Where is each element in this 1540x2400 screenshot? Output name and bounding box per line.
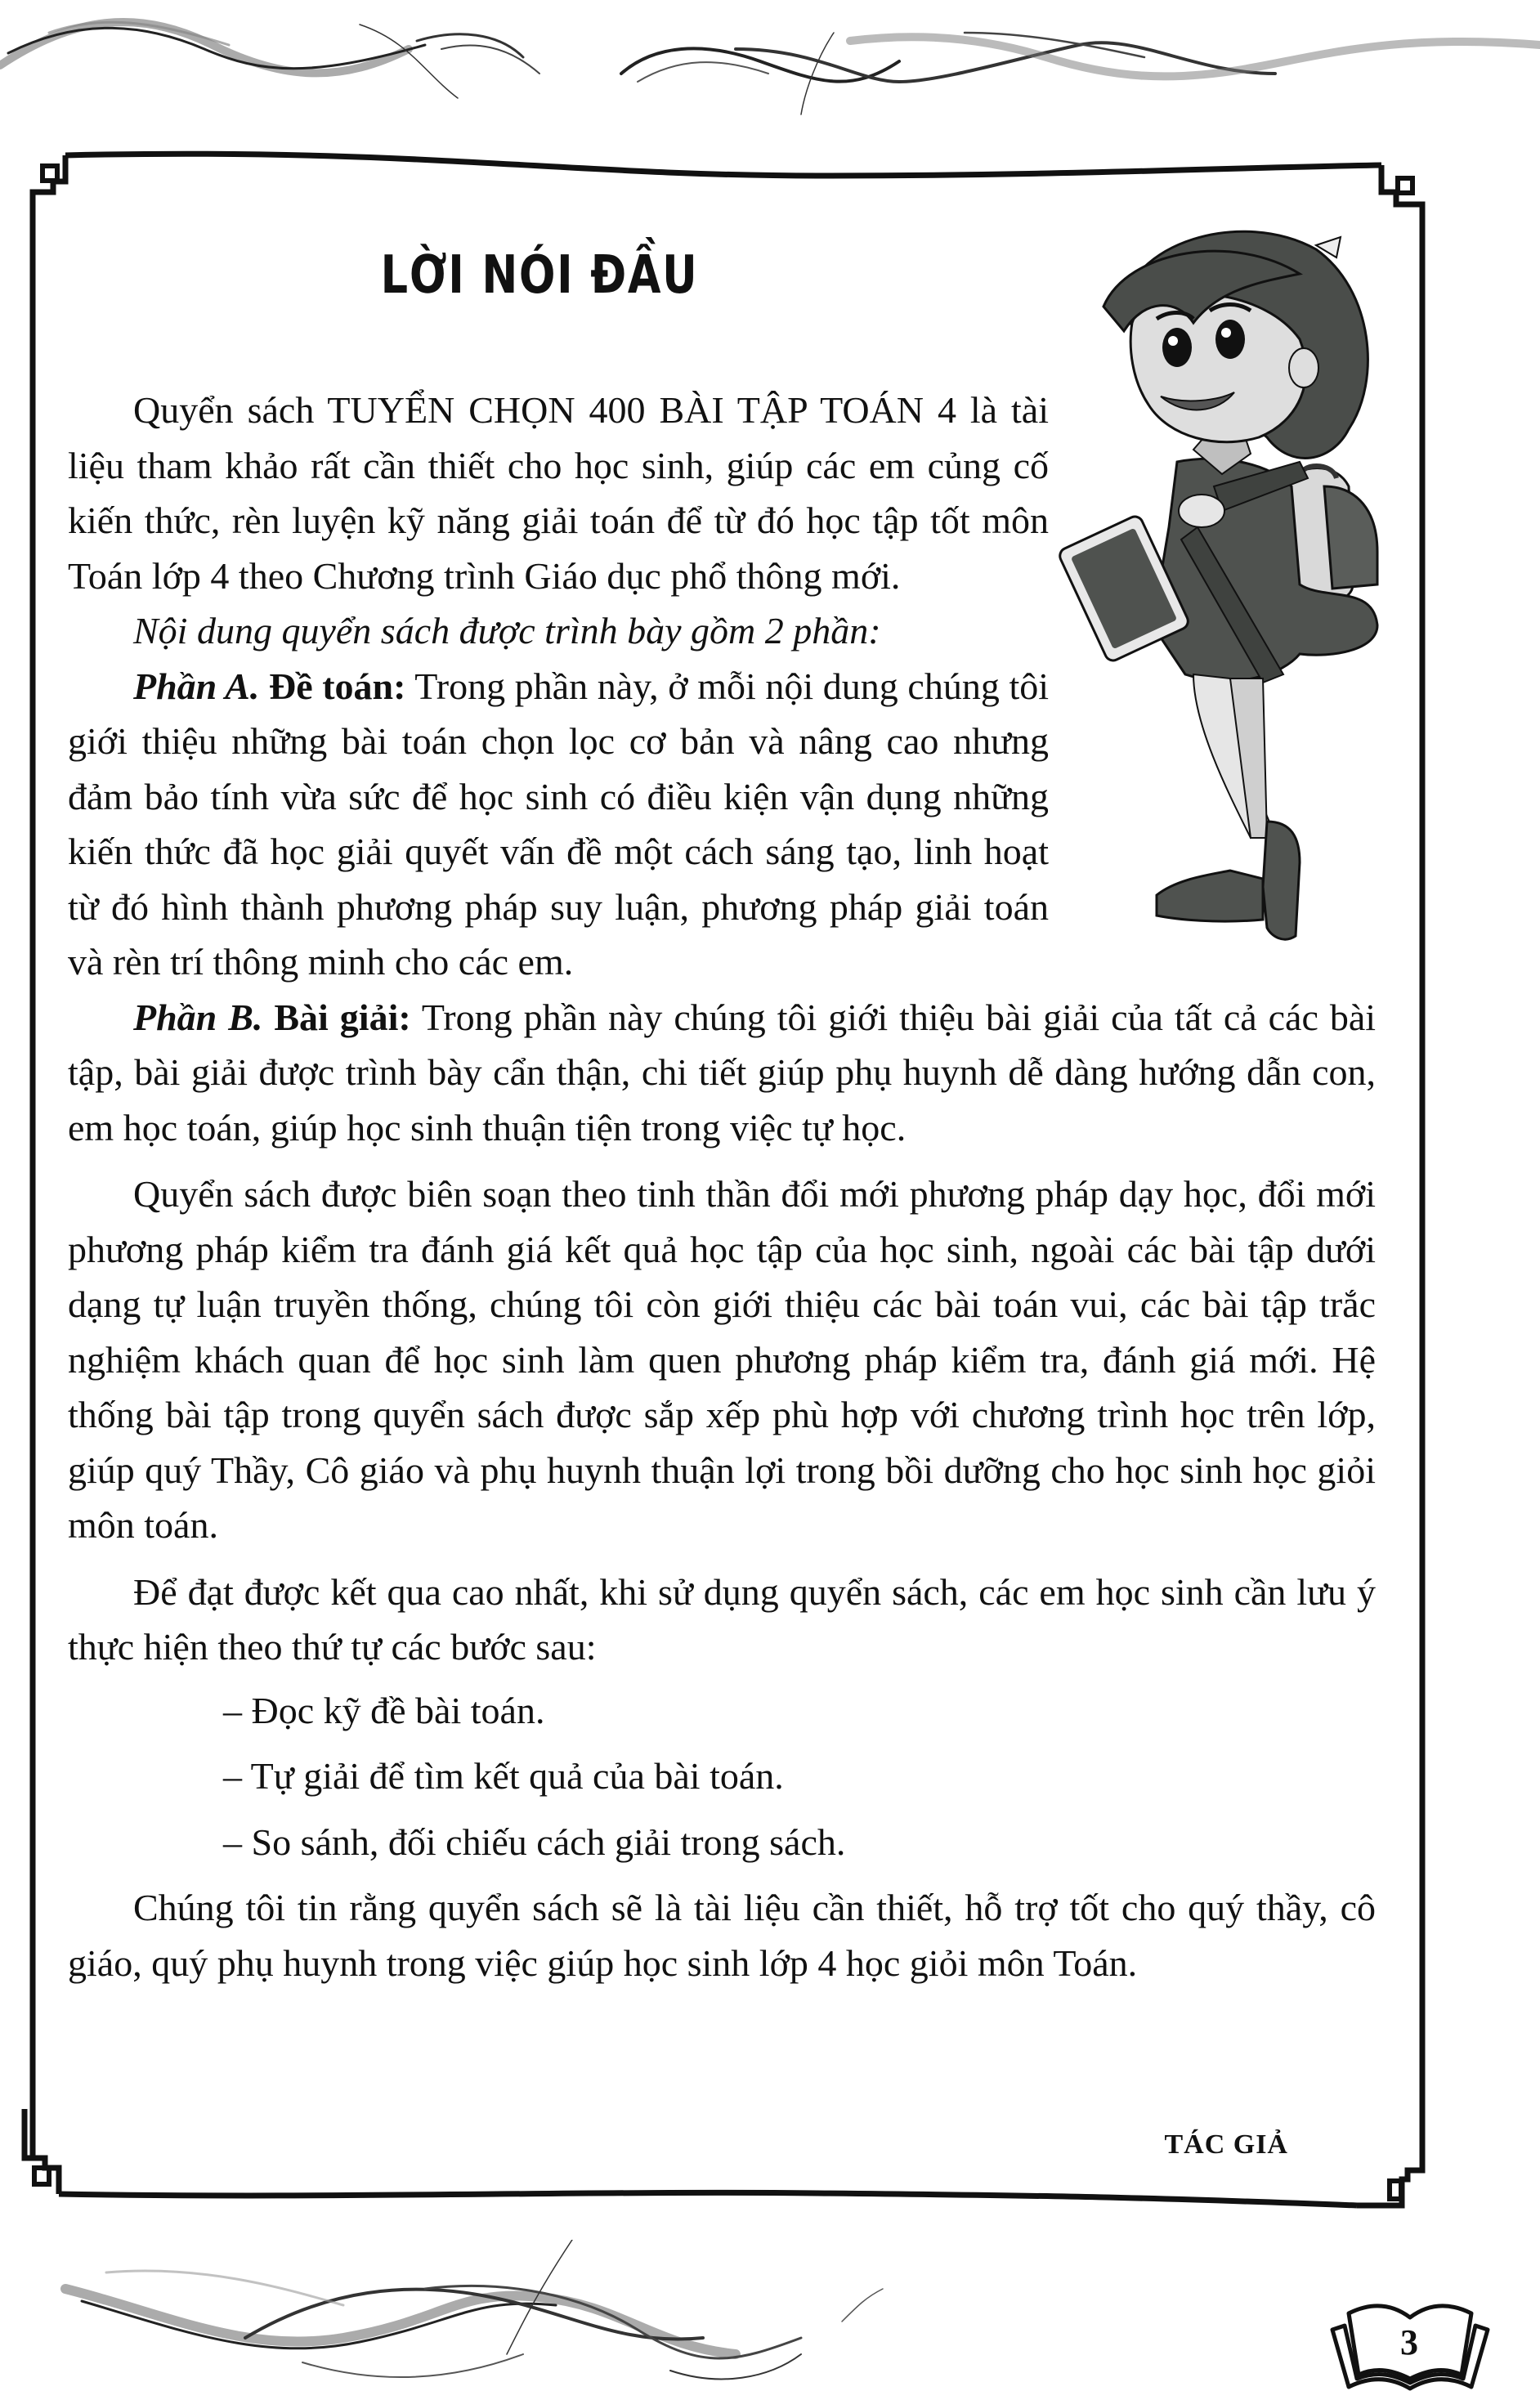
closing-paragraph: Chúng tôi tin rằng quyển sách sẽ là tài liệu cần thiết, hỗ trợ tốt cho quý thầy, cô giáo, quý phụ huynh trong việc giúp học sinh lớp 4 học giỏi môn Toán.: [68, 1887, 1376, 1984]
page-number: 3: [1400, 2322, 1418, 2362]
steps-list: [68, 1683, 1376, 1870]
part-a-title: Đề toán:: [268, 665, 406, 707]
part-b-paragraph: [68, 990, 1376, 1156]
methodology-paragraph: Quyển sách được biên soạn theo tinh thần đổi mới phương pháp dạy học, đổi mới phương pháp kiểm tra đánh giá kết quả học tập của học sinh, ngoài các bài tập dưới dạng tự luận truyền thống, chúng tôi còn giới thiệu các bài toán vui, các bài tập trắc nghiệm khách quan để học sinh làm quen phương pháp kiểm tra, đánh giá mới. Hệ thống bài tập trong quyển sách được sắp xếp phù hợp với chương trình học trên lớp, giúp quý Thầy, Cô giáo và phụ huynh thuận lợi trong bồi dưỡng cho học sinh học giỏi môn toán.: [68, 1173, 1376, 1546]
part-a-paragraph: [68, 659, 1049, 990]
step-item: – So sánh, đối chiếu cách giải trong sách.: [223, 1820, 846, 1863]
preface-body: [68, 383, 1376, 1990]
author-signature: TÁC GIẢ: [1164, 2129, 1288, 2160]
structure-note: Nội dung quyển sách được trình bày gồm 2 phần:: [133, 610, 881, 651]
step-item: – Tự giải để tìm kết quả của bài toán.: [223, 1755, 784, 1797]
top-swirl-ornament: [0, 0, 1540, 123]
bottom-swirl-ornament: [0, 2240, 1540, 2400]
intro-paragraph: Quyển sách TUYỂN CHỌN 400 BÀI TẬP TOÁN 4 là tài liệu tham khảo rất cần thiết cho học sinh, giúp các em củng cố kiến thức, rèn luyện kỹ năng giải toán để từ đó học tập tốt môn Toán lớp 4 theo Chương trình Giáo dục phổ thông mới.: [68, 389, 1049, 597]
part-b-label: Phần B.: [133, 996, 263, 1038]
step-item: – Đọc kỹ đề bài toán.: [223, 1689, 545, 1731]
steps-intro-paragraph: Để đạt được kết qua cao nhất, khi sử dụng quyển sách, các em học sinh cần lưu ý thực hiện theo thứ tự các bước sau:: [68, 1570, 1376, 1668]
part-a-text: Trong phần này, ở mỗi nội dung chúng tôi giới thiệu những bài toán chọn lọc cơ bản và nâng cao nhưng đảm bảo tính vừa sức để học sinh có điều kiện vận dụng những kiến thức đã học giải quyết vấn đề một cách sáng tạo, linh hoạt từ đó hình thành phương pháp suy luận, phương pháp giải toán và rèn trí thông minh cho các em.: [68, 665, 1050, 983]
page-title: LỜI NÓI ĐẦU: [380, 245, 699, 306]
part-a-label: Phần A.: [133, 665, 260, 707]
part-b-title: Bài giải:: [274, 996, 411, 1038]
part-b-text: Trong phần này chúng tôi giới thiệu bài giải của tất cả các bài tập, bài giải được trình bày cẩn thận, chi tiết giúp phụ huynh dễ dàng hướng dẫn con, em học toán, giúp học sinh thuận tiện trong việc tự học.: [68, 996, 1377, 1149]
